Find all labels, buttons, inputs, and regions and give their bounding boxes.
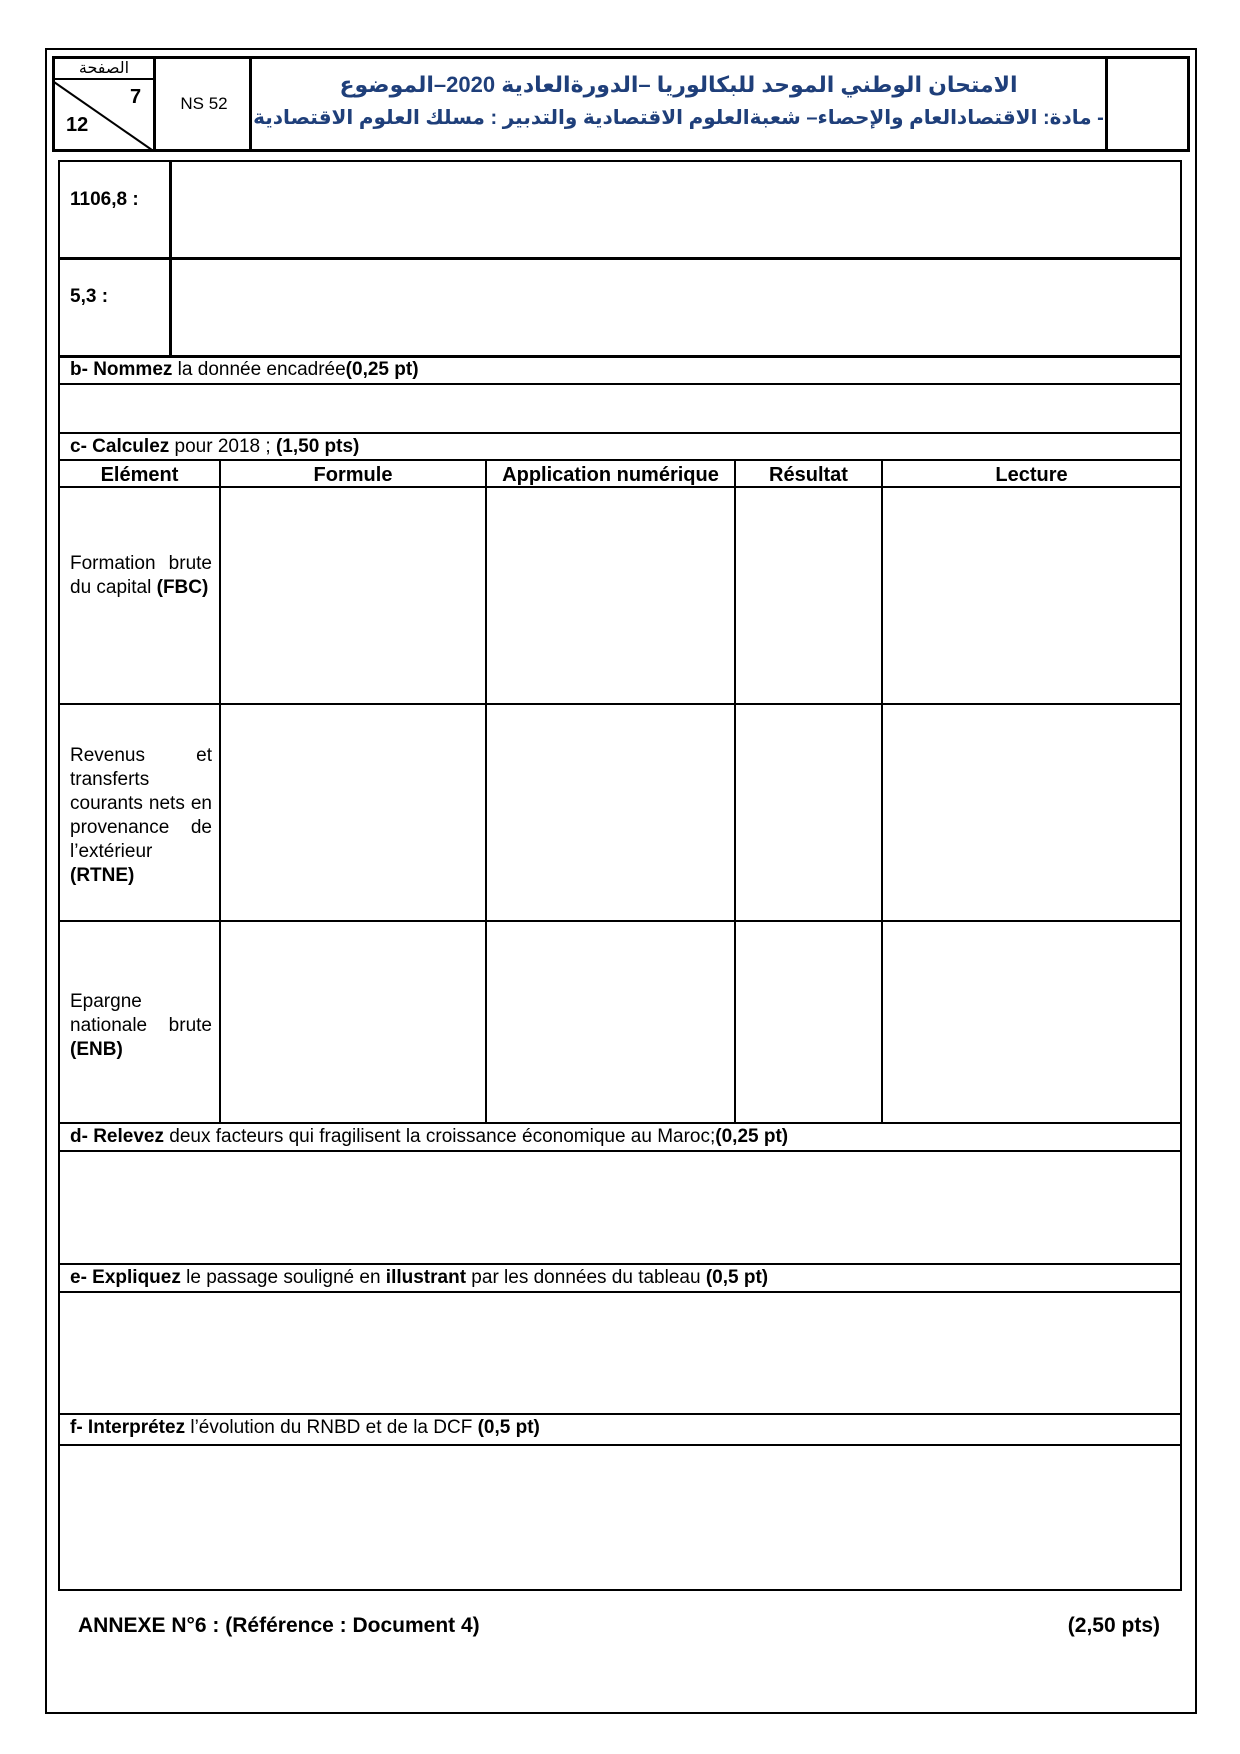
annexe-title: ANNEXE N°6 : (Référence : Document 4) bbox=[78, 1614, 480, 1637]
divider bbox=[58, 703, 1182, 705]
question-f: f- Interprétez l’évolution du RNBD et de la DCF (0,5 pt) bbox=[70, 1417, 540, 1438]
divider bbox=[58, 432, 1182, 434]
col-header-lecture: Lecture bbox=[995, 464, 1068, 486]
page-label: الصفحة bbox=[52, 58, 156, 80]
answer-field-1106[interactable] bbox=[175, 162, 1179, 256]
divider bbox=[734, 459, 736, 1123]
answer-field-5-3[interactable] bbox=[175, 260, 1179, 354]
answer-field-e[interactable] bbox=[60, 1293, 1180, 1412]
element-rtne: Revenus et transferts courants nets en provenance de l’extérieur (RTNE) bbox=[70, 745, 212, 886]
answer-field-b[interactable] bbox=[60, 385, 1180, 431]
answer-field-f[interactable] bbox=[60, 1446, 1180, 1589]
col-header-formule: Formule bbox=[313, 464, 393, 486]
exam-code: NS 52 bbox=[180, 94, 228, 113]
divider bbox=[58, 1122, 1182, 1124]
question-c: c- Calculez pour 2018 ; (1,50 pts) bbox=[70, 436, 360, 457]
page-current: 7 bbox=[130, 86, 142, 108]
exam-subject: - مادة: الاقتصادالعام والإحصاء– شعبةالعلوم الاقتصادية والتدبير : مسلك العلوم الاقتصادية bbox=[253, 107, 1104, 129]
col-header-resultat: Résultat bbox=[769, 464, 848, 486]
question-e: e- Expliquez le passage souligné en illustrant par les données du tableau (0,5 pt) bbox=[70, 1267, 769, 1288]
divider bbox=[219, 459, 221, 1123]
question-d: d- Relevez deux facteurs qui fragilisent la croissance économique au Maroc;(0,25 pt) bbox=[70, 1126, 789, 1147]
value-1106-label: 1106,8 : bbox=[70, 189, 139, 210]
divider bbox=[58, 459, 1182, 461]
element-enb: Epargne nationale brute (ENB) bbox=[70, 991, 212, 1060]
divider bbox=[169, 160, 172, 357]
col-header-application: Application numérique bbox=[502, 464, 719, 486]
divider bbox=[58, 1263, 1182, 1265]
answer-field-d[interactable] bbox=[60, 1152, 1180, 1262]
divider bbox=[58, 920, 1182, 922]
exam-title: الامتحان الوطني الموحد للبكالوريا –الدورةالعادية 2020–الموضوع bbox=[339, 72, 1018, 97]
header-divider bbox=[1105, 56, 1108, 152]
element-fbc: Formation brute du capital (FBC) bbox=[70, 553, 212, 598]
col-header-element: Elément bbox=[100, 464, 179, 486]
value-5-3-label: 5,3 : bbox=[70, 286, 109, 307]
divider bbox=[485, 459, 487, 1123]
question-b: b- Nommez la donnée encadrée(0,25 pt) bbox=[70, 359, 419, 380]
divider bbox=[58, 1413, 1182, 1415]
annexe-points: (2,50 pts) bbox=[1067, 1614, 1160, 1637]
page-total: 12 bbox=[66, 114, 89, 136]
divider bbox=[881, 459, 883, 1123]
